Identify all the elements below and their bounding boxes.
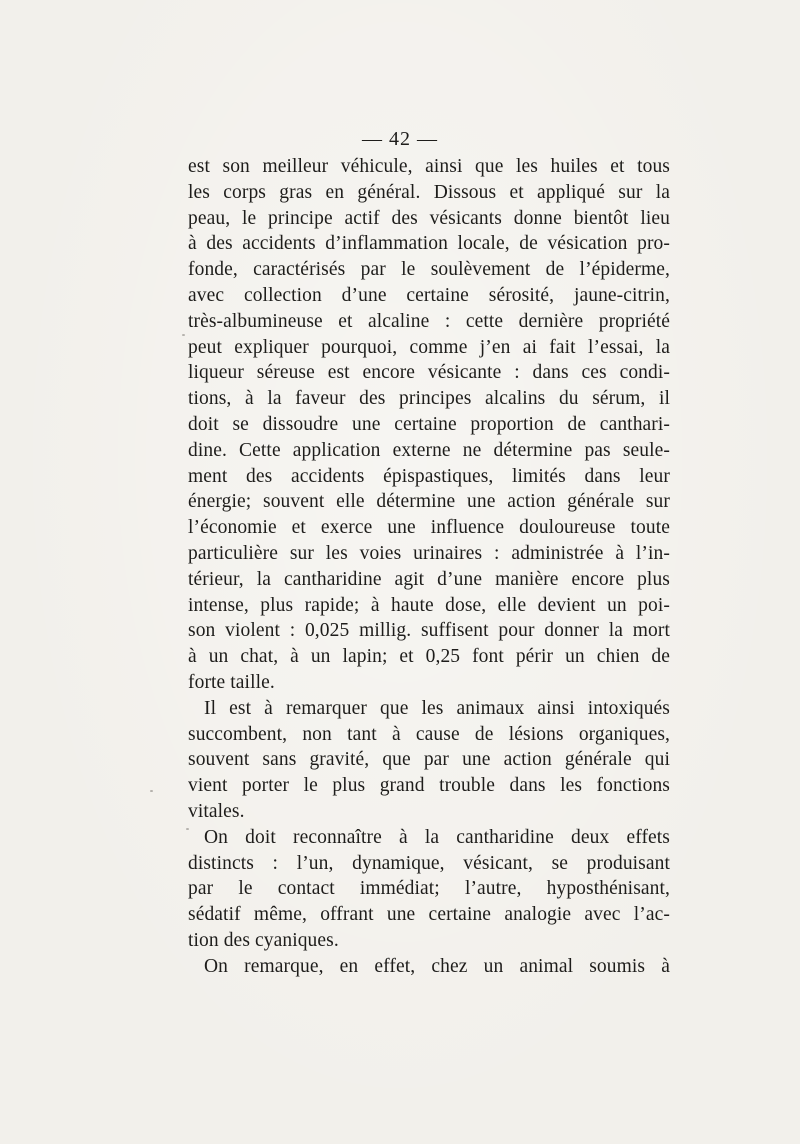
text-line: énergie; souvent elle détermine une action générale sur (188, 491, 670, 513)
text-line-paragraph-start: On remarque, en effet, chez un animal soumis à (204, 955, 670, 977)
text-line: souvent sans gravité, que par une action générale qui (188, 749, 670, 771)
paper-speck (186, 828, 189, 830)
text-line: intense, plus rapide; à haute dose, elle devient un poi- (188, 594, 670, 616)
paper-speck (150, 790, 153, 792)
text-line: dine. Cette application externe ne détermine pas seule- (188, 439, 670, 461)
text-line: à des accidents d’inflammation locale, de vésication pro- (188, 233, 670, 255)
text-line: avec collection d’une certaine sérosité, jaune-citrin, (188, 284, 670, 306)
text-line: succombent, non tant à cause de lésions organiques, (188, 723, 670, 745)
text-line: sédatif même, offrant une certaine analogie avec l’ac- (188, 904, 670, 926)
text-line: ment des accidents épispastiques, limités dans leur (188, 465, 670, 487)
text-line: peut expliquer pourquoi, comme j’en ai fait l’essai, la (188, 336, 670, 358)
text-line: les corps gras en général. Dissous et appliqué sur la (188, 181, 670, 203)
text-line: à un chat, à un lapin; et 0,25 font périr un chien de (188, 646, 670, 668)
text-line: l’économie et exerce une influence douloureuse toute (188, 517, 670, 539)
paper-speck (182, 334, 185, 336)
text-line: son violent : 0,025 millig. suffisent pour donner la mort (188, 620, 670, 642)
text-line: vient porter le plus grand trouble dans les fonctions (188, 775, 670, 797)
text-line: est son meilleur véhicule, ainsi que les huiles et tous (188, 156, 670, 177)
body-text (188, 154, 670, 980)
text-line: fonde, caractérisés par le soulèvement de l’épiderme, (188, 259, 670, 281)
text-line: peau, le principe actif des vésicants donne bientôt lieu (188, 207, 670, 229)
text-line: doit se dissoudre une certaine proportion de canthari- (188, 413, 670, 435)
text-line: térieur, la cantharidine agit d’une manière encore plus (188, 568, 670, 590)
text-line: liqueur séreuse est encore vésicante : dans ces condi- (188, 362, 670, 384)
text-line: tions, à la faveur des principes alcalins du sérum, il (188, 388, 670, 410)
text-line: distincts : l’un, dynamique, vésicant, se produisant (188, 852, 670, 874)
text-line-paragraph-start: Il est à remarquer que les animaux ainsi intoxiqués (204, 697, 670, 719)
text-line-paragraph-end: vitales. (188, 800, 245, 822)
text-line-paragraph-start: On doit reconnaître à la cantharidine deux effets (204, 826, 670, 848)
text-line: par le contact immédiat; l’autre, hyposthénisant, (188, 878, 670, 900)
text-line: particulière sur les voies urinaires : administrée à l’in- (188, 542, 670, 564)
page-number: — 42 — (362, 128, 438, 150)
text-line-paragraph-end: tion des cyaniques. (188, 929, 339, 951)
text-line: très-albumineuse et alcaline : cette dernière propriété (188, 310, 670, 332)
text-line-paragraph-end: forte taille. (188, 671, 275, 693)
